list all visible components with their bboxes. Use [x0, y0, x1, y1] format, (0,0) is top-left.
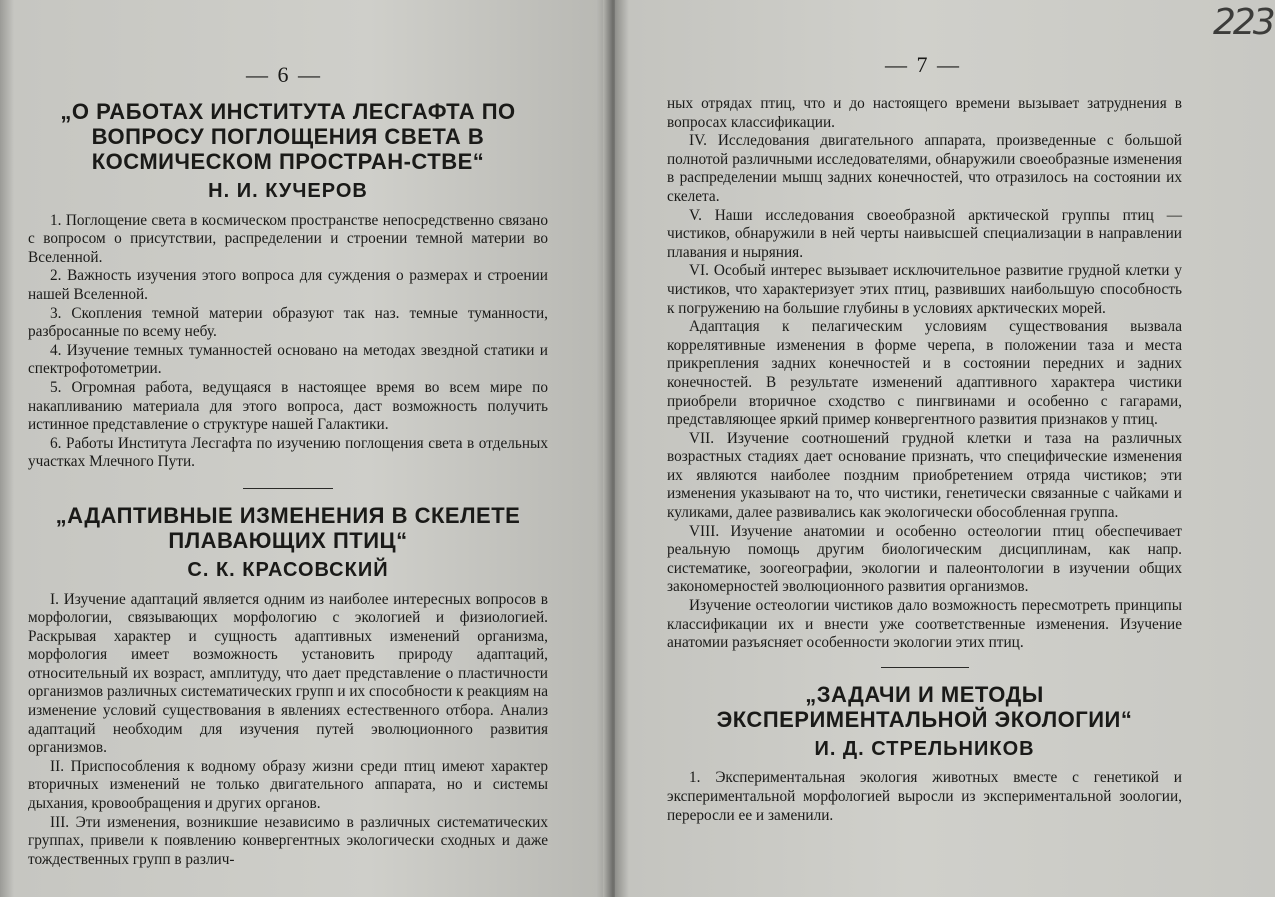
page-number: — 7 — — [885, 52, 961, 77]
paragraph: 5. Огромная работа, ведущаяся в настоящее время во всем мире по накапливанию материала для этого вопроса, даст возможность получить истинное представление о структуре нашей Галактики. — [28, 378, 548, 434]
paragraph: Изучение остеологии чистиков дало возможность пересмотреть принципы классификации их и внести уже соответственные изменения. Изучение анатомии разъясняет особенности экологии этих птиц. — [667, 597, 1182, 652]
paragraph: III. Эти изменения, возникшие независимо в различных систематических группах, привели к появлению конвергентных экологически сходных и даже тождественных групп в различ- — [28, 813, 548, 868]
paragraph: 4. Изучение темных туманностей основано на методах звездной статики и спектрофотометрии. — [28, 341, 548, 378]
left-column — [28, 99, 548, 869]
paragraph: VI. Особый интерес вызывает исключительное развитие грудной клетки у чистиков, что характеризует этих птиц, развивших наибольшую способность к погружению на большие глубины в условиях арктических морей. — [667, 262, 1182, 317]
article-title: „ЗАДАЧИ И МЕТОДЫ ЭКСПЕРИМЕНТАЛЬНОЙ ЭКОЛОГИИ“ — [716, 681, 1133, 732]
paragraph: 6. Работы Института Лесгафта по изучению поглощения света в отдельных участках Млечного Пути. — [28, 434, 548, 471]
handwritten-page-number: 223 — [1213, 2, 1273, 43]
article-author: С. К. КРАСОВСКИЙ — [187, 558, 389, 581]
paragraph: VII. Изучение соотношений грудной клетки и таза на различных возрастных стадиях дает основание признать, что специфические изменения их являются наиболее поздним приобретением отряда чистиков; эти изменения указывают на то, что чистики, генетически связанные с чайками и куликами, далее развивались как экологически обособленная группа. — [667, 429, 1182, 522]
section-divider — [881, 667, 969, 668]
paragraph: 1. Экспериментальная экология животных вместе с генетикой и экспериментальной морфологией выросли из экспериментальной зоологии, переросли ее и заменили. — [667, 769, 1182, 824]
paragraph-continuation: ных отрядах птиц, что и до настоящего времени вызывает затруднения в вопросах классификации. — [667, 95, 1182, 131]
paragraph: V. Наши исследования своеобразной арктической группы птиц — чистиков, обнаружили в ней черты наивысшей специализации в направлении плавания и ныряния. — [667, 206, 1182, 261]
page-number: — 6 — — [246, 62, 322, 87]
paragraph: VIII. Изучение анатомии и особенно остеологии птиц обеспечивает реальную помощь другим биологическим дисциплинам, как напр. систематике, зоогеографии, экологии и палеонтологии в изучении общих закономерностей эволюционного развития организмов. — [667, 522, 1182, 596]
section-divider — [243, 488, 333, 489]
paragraph: 3. Скопления темной материи образуют так наз. темные туманности, разбросанные по всему небу. — [28, 304, 548, 341]
paragraph: 1. Поглощение света в космическом пространстве непосредственно связано с вопросом о присутствии, распределении и строении темной материи во Вселенной. — [28, 211, 548, 266]
paragraph: IV. Исследования двигательного аппарата, произведенные с большой полнотой различными исследователями, обнаружили своеобразные изменения в распределении мышц задних конечностей, что отразилось на состоянии их скелета. — [667, 132, 1182, 205]
article-title: „О РАБОТАХ ИНСТИТУТА ЛЕСГАФТА ПО ВОПРОСУ ПОГЛОЩЕНИЯ СВЕТА В КОСМИЧЕСКОМ ПРОСТРАН-СТВЕ“ — [60, 99, 516, 174]
article-title: „АДАПТИВНЫЕ ИЗМЕНЕНИЯ В СКЕЛЕТЕ ПЛАВАЮЩИХ ПТИЦ“ — [55, 502, 521, 553]
left-page — [0, 0, 615, 897]
right-column — [667, 95, 1182, 825]
paragraph: II. Приспособления к водному образу жизни среди птиц имеют характер вторичных изменений не только двигательного аппарата, но и системы дыхания, кровообращения и других органов. — [28, 757, 548, 813]
article-author: И. Д. СТРЕЛЬНИКОВ — [814, 737, 1035, 760]
paragraph: 2. Важность изучения этого вопроса для суждения о размерах и строении нашей Вселенной. — [28, 267, 548, 303]
right-page — [615, 0, 1275, 897]
paragraph: I. Изучение адаптаций является одним из наиболее интересных вопросов в морфологии, связывающих морфологию с экологией и физиологией. Раскрывая характер и сущность адаптивных изменений организма, морфология имеет возможность установить природу адаптаций, относительный их возраст, амплитуду, что дает представление о пластичности организмов различных систематических групп и их способности к реакциям на изменение условий существования в явлениях естественного отбора. Анализ адаптаций необходим для изучения путей эволюционного развития организмов. — [28, 590, 548, 757]
article-author: Н. И. КУЧЕРОВ — [208, 180, 368, 202]
paragraph: Адаптация к пелагическим условиям существования вызвала коррелятивные изменения в форме черепа, в положении таза и места прикрепления задних конечностей и в состоянии передних и задних конечностей. В результате изменений адаптивного характера чистики приобрели вторичное сходство с пингвинами и особенно с гагарами, представляющее яркий пример конвергентного развития признаков у птиц. — [667, 318, 1182, 429]
